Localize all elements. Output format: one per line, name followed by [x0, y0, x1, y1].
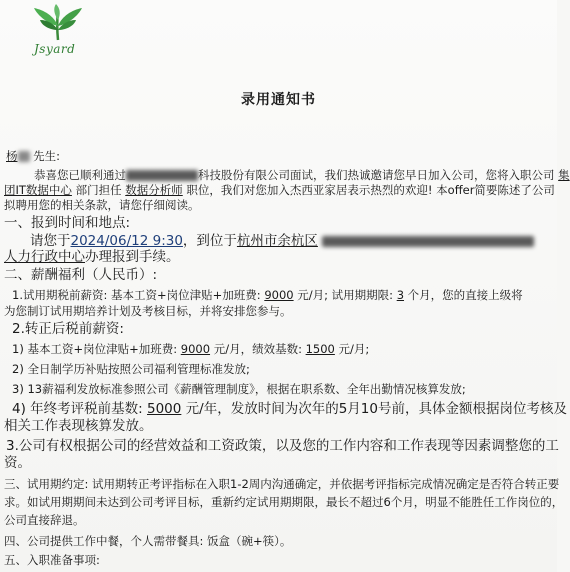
- s1-text-c: ，到位于: [182, 233, 237, 249]
- s2-p1-line2: 为您制订试用期培养计划及考核目标，并将安排您参与。: [4, 304, 292, 318]
- annual-bonus-base: 5000: [147, 401, 182, 417]
- redacted-company: [126, 170, 198, 181]
- s1-text-e: 办理报到手续。: [85, 249, 180, 265]
- leaf-logo-icon: [30, 4, 86, 42]
- s2-i1-e: 元/月;: [334, 342, 370, 356]
- s2-p2-item4: [12, 401, 567, 417]
- s2-i1-c: 元/月，绩效基数:: [210, 342, 306, 356]
- s2-p1-e: 个月，您的直接上级将: [404, 288, 523, 302]
- para1-line2: [4, 182, 555, 198]
- redacted-address: [322, 236, 534, 247]
- s2-p1-c: 元/月; 试用期期限:: [293, 288, 397, 302]
- report-time: 2024/06/12 9:30: [70, 233, 183, 249]
- probation-months: 3: [396, 288, 405, 302]
- s2-p2-item4-line2: 相关工作表现核算发放。: [4, 418, 153, 434]
- report-dept: 人力行政中心: [4, 249, 85, 265]
- section1-heading: 一、报到时间和地点:: [4, 215, 131, 231]
- section5-heading: 五、入职准备事项:: [4, 553, 100, 567]
- s1-text-a: 请您于: [30, 233, 71, 249]
- section2-heading: 二、薪酬福利（人民币）:: [4, 267, 158, 283]
- section1-line2: [4, 249, 180, 265]
- para1-line3: 拟聘用您的相关条款，请您仔细阅读。: [4, 198, 200, 212]
- section3-line3: 公司直接辞退。: [4, 513, 85, 527]
- document-title: 录用通知书: [241, 92, 316, 108]
- company-logo: [22, 4, 92, 54]
- s2-i1-a: 1) 基本工资+岗位津贴+加班费:: [12, 342, 181, 356]
- section3-line2: 求。如试用期期间未达到公司考评目标，重新约定试用期期限，最长不超过6个月，明显不能胜任工作岗位的，: [4, 495, 564, 509]
- s2-p3-line1: 3.公司有权根据公司的经营效益和工资政策，以及您的工作内容和工作表现等因素调整您的工: [6, 438, 559, 454]
- s2-i4-c: 元/年，发放时间为次年的5月10号前，具体金额根据岗位考核及: [181, 401, 567, 417]
- s2-p3-line2: 资。: [4, 455, 31, 471]
- s2-p2-heading: 2.转正后税前薪资:: [12, 321, 124, 337]
- section1-line1: [30, 233, 534, 249]
- s2-i4-a: 4) 年终考评税前基数:: [12, 401, 147, 417]
- para1-text-e: 职位，我们对您加入杰西亚家居表示热烈的欢迎! 本offer简要陈述了公司: [186, 183, 555, 197]
- para1-text-c: 集: [558, 168, 570, 182]
- greeting: [6, 148, 60, 164]
- s2-p1-line1: [12, 287, 523, 303]
- redacted-name: [18, 151, 30, 162]
- probation-salary: 9000: [264, 288, 294, 302]
- department: 团IT数据中心: [4, 183, 72, 197]
- logo-text: Jsyard: [34, 42, 76, 56]
- section4-line1: 四、公司提供工作中餐，个人需带餐具: 饭盒（碗+筷）。: [4, 534, 292, 548]
- para1-text-b: 科技股份有限公司面试，我们热诚邀请您早日加入公司，您将入职公司: [198, 168, 555, 182]
- s2-p2-item1: [12, 341, 369, 357]
- candidate-name: 杨: [6, 149, 18, 163]
- regular-salary: 9000: [180, 342, 211, 356]
- greeting-suffix: 先生:: [33, 149, 61, 163]
- s2-p2-item2: 2) 全日制学历补贴按照公司福利管理标准发放;: [12, 362, 250, 376]
- performance-base: 1500: [305, 342, 335, 356]
- report-location: 杭州市余杭区: [236, 233, 318, 249]
- para1-text-d: 部门担任: [75, 183, 122, 197]
- position: 数据分析师: [125, 183, 183, 197]
- para1-text-a: 恭喜您已顺利通过: [34, 168, 126, 182]
- section3-line1: 三、试用期约定: 试用期转正考评指标在入职1-2周内沟通确定，并依据考评指标完成情况确定是否符合转正要: [4, 477, 560, 491]
- s2-p1-a: 1.试用期税前薪资: 基本工资+岗位津贴+加班费:: [12, 288, 265, 302]
- s2-p2-item3: 3) 13薪福利发放标准参照公司《薪酬管理制度》，根据在职系数、全年出勤情况核算发放;: [12, 382, 466, 396]
- para1-line1: [34, 167, 570, 183]
